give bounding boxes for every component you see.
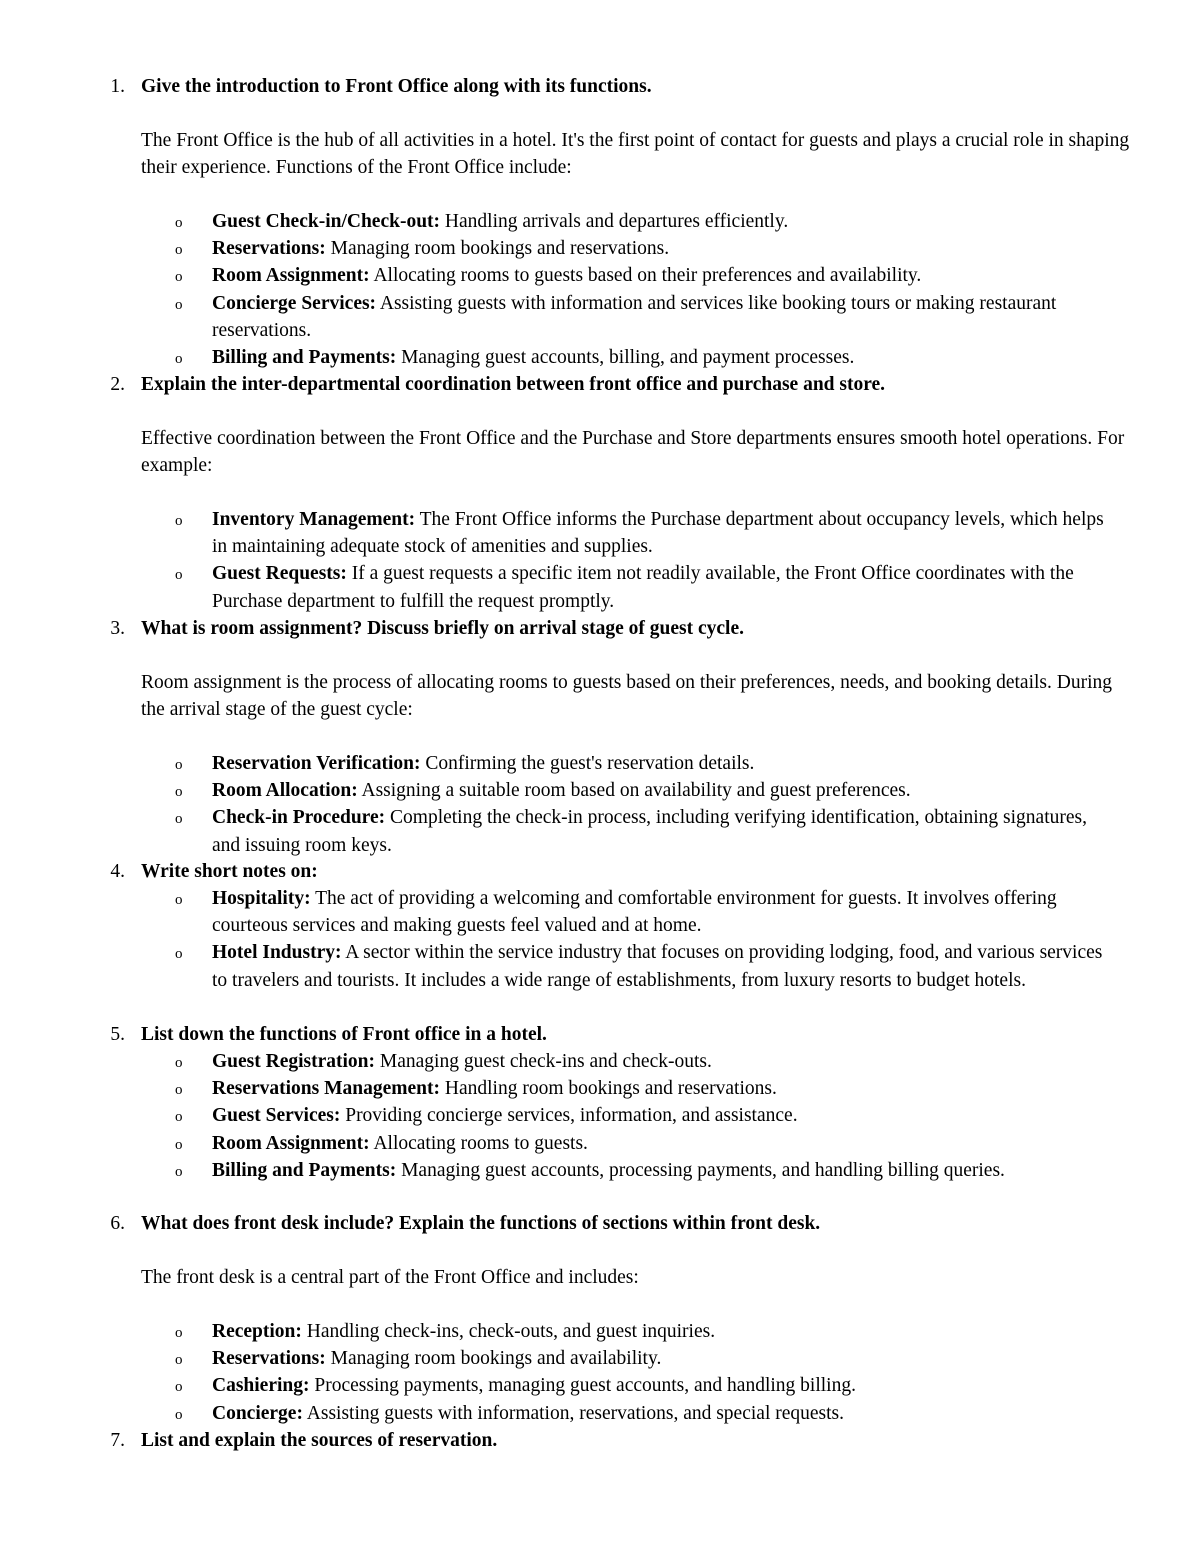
list-item xyxy=(0,939,1200,993)
bullet-term: Concierge Services: xyxy=(212,292,377,314)
bullet-term: Billing and Payments: xyxy=(212,347,397,369)
question-number: 4. xyxy=(110,861,125,882)
bullet-text: Handling check-ins, check-outs, and guest inquiries. xyxy=(301,1321,716,1342)
bullet-text: Managing guest accounts, processing payments, and handling billing queries. xyxy=(396,1159,1005,1181)
bullet-marker: o xyxy=(175,242,183,259)
bullet-text: Completing the check-in process, including verifying identification, obtaining signatures, and issuing room keys. xyxy=(212,807,1087,856)
bullet-text: Managing guest accounts, billing, and payment processes. xyxy=(396,347,855,369)
bullet-text: A sector within the service industry that focuses on providing lodging, food, and various services to travelers and tourists. It includes a wide range of establishments, from luxury resorts to budget hotels. xyxy=(212,942,1103,991)
list-item xyxy=(0,560,1200,614)
bullet-marker: o xyxy=(175,1325,183,1341)
list-item xyxy=(0,1372,1200,1399)
bullet-list xyxy=(0,1318,1200,1427)
list-item xyxy=(0,1318,1200,1345)
bullet-marker: o xyxy=(175,1352,183,1369)
list-item xyxy=(0,1048,1200,1075)
bullet-marker: o xyxy=(175,351,183,368)
bullet-marker: o xyxy=(175,215,183,231)
bullet-term: Inventory Management: xyxy=(212,509,416,530)
question-number: 6. xyxy=(110,1213,125,1234)
bullet-term: Billing and Payments: xyxy=(212,1159,397,1181)
bullet-text: If a guest requests a specific item not readily available, the Front Office coordinates with the Purchase department to fulfill the request promptly. xyxy=(212,563,1074,612)
bullet-list xyxy=(0,750,1200,859)
question-intro: Effective coordination between the Front Office and the Purchase and Store departments ensures smooth hotel operations. For example: xyxy=(141,428,1125,477)
bullet-term: Cashiering: xyxy=(212,1375,310,1397)
bullet-marker: o xyxy=(175,892,183,908)
list-item xyxy=(0,1157,1200,1184)
list-item xyxy=(0,506,1200,560)
bullet-text: Managing guest check-ins and check-outs. xyxy=(375,1051,712,1072)
list-item xyxy=(0,1102,1200,1129)
question-number: 2. xyxy=(110,374,125,395)
bullet-text: Assigning a suitable room based on availability and guest preferences. xyxy=(357,780,911,802)
bullet-term: Guest Check-in/Check-out: xyxy=(212,211,441,232)
bullet-text: Assisting guests with information and services like booking tours or making restaurant reservations. xyxy=(212,292,1057,341)
bullet-text: The act of providing a welcoming and comfortable environment for guests. It involves offering courteous services and making guests feel valued and at home. xyxy=(212,888,1057,937)
question-intro: The Front Office is the hub of all activities in a hotel. It's the first point of contact for guests and plays a crucial role in shaping their experience. Functions of the Front Office include: xyxy=(141,130,1130,179)
bullet-term: Concierge: xyxy=(212,1402,303,1424)
list-item xyxy=(0,750,1200,777)
bullet-list xyxy=(0,1048,1200,1184)
bullet-marker: o xyxy=(175,1406,183,1423)
bullet-marker: o xyxy=(175,1136,183,1153)
bullet-term: Guest Services: xyxy=(212,1105,341,1127)
bullet-text: Managing room bookings and reservations. xyxy=(325,238,670,260)
bullet-text: Managing room bookings and availability. xyxy=(325,1348,662,1370)
bullet-marker: o xyxy=(175,1109,183,1126)
bullet-text: Confirming the guest's reservation details. xyxy=(420,753,755,774)
question-title: List and explain the sources of reservation. xyxy=(141,1430,498,1451)
question-number: 3. xyxy=(110,618,125,639)
bullet-marker: o xyxy=(175,946,183,963)
list-item xyxy=(0,262,1200,289)
bullet-text: Handling arrivals and departures efficiently. xyxy=(440,211,789,232)
list-item xyxy=(0,344,1200,371)
bullet-list xyxy=(0,885,1200,994)
bullet-marker: o xyxy=(175,1379,183,1396)
question-number: 7. xyxy=(110,1430,125,1451)
bullet-marker: o xyxy=(175,784,183,801)
list-item xyxy=(0,235,1200,262)
bullet-marker: o xyxy=(175,811,183,828)
question-intro: The front desk is a central part of the Front Office and includes: xyxy=(141,1267,639,1288)
question-title: Give the introduction to Front Office along with its functions. xyxy=(141,76,652,97)
question-title: What is room assignment? Discuss briefly on arrival stage of guest cycle. xyxy=(141,618,745,639)
bullet-text: Assisting guests with information, reservations, and special requests. xyxy=(302,1402,845,1424)
list-item xyxy=(0,885,1200,939)
bullet-marker: o xyxy=(175,296,183,313)
question-intro: Room assignment is the process of allocating rooms to guests based on their preferences, needs, and booking details. During the arrival stage of the guest cycle: xyxy=(141,672,1112,721)
question-title: What does front desk include? Explain the functions of sections within front desk. xyxy=(141,1213,821,1234)
list-item xyxy=(0,1345,1200,1372)
bullet-marker: o xyxy=(175,567,183,584)
bullet-marker: o xyxy=(175,1082,183,1099)
bullet-term: Hospitality: xyxy=(212,888,311,909)
question-title: Explain the inter-departmental coordination between front office and purchase and store. xyxy=(141,374,886,395)
bullet-list xyxy=(0,208,1200,371)
list-item xyxy=(0,777,1200,804)
bullet-marker: o xyxy=(175,757,183,773)
bullet-term: Reservations Management: xyxy=(212,1078,440,1100)
bullet-text: The Front Office informs the Purchase department about occupancy levels, which helps in maintaining adequate stock of amenities and supplies. xyxy=(212,509,1104,558)
bullet-term: Hotel Industry: xyxy=(212,942,342,964)
bullet-marker: o xyxy=(175,1163,183,1180)
bullet-term: Reservation Verification: xyxy=(212,753,421,774)
question-number: 5. xyxy=(110,1024,125,1045)
bullet-text: Processing payments, managing guest accounts, and handling billing. xyxy=(309,1375,856,1397)
bullet-marker: o xyxy=(175,513,183,529)
bullet-term: Guest Requests: xyxy=(212,563,347,585)
list-item xyxy=(0,1075,1200,1102)
bullet-term: Reception: xyxy=(212,1321,302,1342)
question-number: 1. xyxy=(110,76,125,97)
list-item xyxy=(0,290,1200,344)
bullet-term: Room Allocation: xyxy=(212,780,358,802)
bullet-text: Allocating rooms to guests based on their preferences and availability. xyxy=(369,265,922,287)
list-item xyxy=(0,208,1200,235)
question-title: Write short notes on: xyxy=(141,861,318,882)
bullet-text: Providing concierge services, information, and assistance. xyxy=(340,1105,798,1127)
bullet-text: Allocating rooms to guests. xyxy=(369,1132,588,1154)
question-title: List down the functions of Front office in a hotel. xyxy=(141,1024,547,1045)
bullet-term: Check-in Procedure: xyxy=(212,807,386,829)
bullet-text: Handling room bookings and reservations. xyxy=(440,1078,777,1100)
bullet-term: Reservations: xyxy=(212,1348,326,1370)
list-item xyxy=(0,804,1200,858)
bullet-marker: o xyxy=(175,269,183,286)
bullet-list xyxy=(0,506,1200,615)
list-item xyxy=(0,1400,1200,1427)
list-item xyxy=(0,1130,1200,1157)
bullet-term: Guest Registration: xyxy=(212,1051,376,1072)
bullet-term: Room Assignment: xyxy=(212,1132,370,1154)
bullet-marker: o xyxy=(175,1055,183,1071)
bullet-term: Room Assignment: xyxy=(212,265,370,287)
bullet-term: Reservations: xyxy=(212,238,326,260)
